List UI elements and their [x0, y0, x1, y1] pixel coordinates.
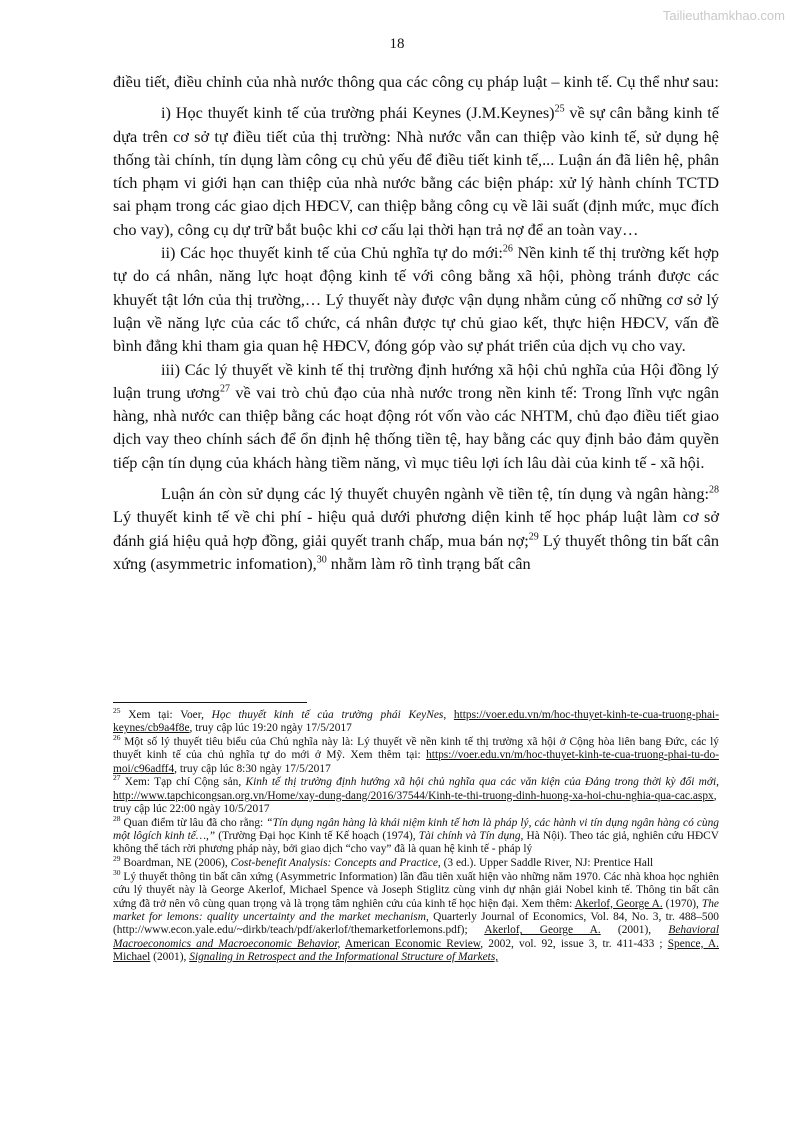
footnote-28 [113, 814, 719, 857]
footnote-title: Kinh tế thị trường định hướng xã hội chủ nghĩa qua các văn kiện của Đảng trong thời kỳ đổi mới [245, 776, 717, 789]
paragraph-socialist-market-text-a: iii) Các lý thuyết về kinh tế thị trường định hướng xã hội chủ nghĩa của Hội đồng lý luận trung ương [113, 359, 719, 402]
footnote-journal-link[interactable]: American Economic Review [344, 937, 481, 950]
footnote-text: Lý thuyết thông tin bất cân xứng (Asymmetric Information) lần đầu tiên xuất hiện vào những năm 1970. Các nhà khoa học nghiên cứu lý thuyết này là George Akerlof, Michael Spence và Joseph Stiglitz cùng vinh dự nhận giải Nobel kinh tế. Thông tin bất cân xứng đã trở nên vô cùng quan trọng và là trọng tâm nghiên cứu của kinh tế học hiện đại. Xem thêm: [113, 871, 719, 910]
paragraph-intro: điều tiết, điều chỉnh của nhà nước thông qua các công cụ pháp luật – kinh tế. Cụ thể như sau: [113, 72, 719, 91]
footnote-title: The market for lemons: quality uncertainty and the market mechanism [113, 897, 719, 923]
footnote-number: 26 [113, 733, 121, 743]
footnote-ref-25[interactable]: 25 [554, 103, 565, 115]
paragraph-banking-theories [113, 482, 719, 575]
watermark: Tailieuthamkhao.com [662, 8, 785, 23]
footnote-text: (Trường Đại học Kinh tế Kế hoạch (1974), [215, 830, 419, 843]
footnote-text: , truy cập lúc 22:00 ngày 10/5/2017 [113, 789, 717, 816]
body-text [113, 70, 719, 575]
paragraph-socialist-market-text-b: về vai trò chủ đạo của nhà nước trong nền kinh tế: Trong lĩnh vực ngân hàng, nhà nước can thiệp bằng các hoạt động rót vốn vào các NHTM, chủ đạo điều tiết giao dịch vay theo chính sách để ổn định hệ thống tiền tệ, hay bằng các quy định bảo đảm quyền tiếp cận tín dụng của khách hàng tiềm năng, vì mục tiêu lợi ích lâu dài của kinh tế - xã hội. [113, 382, 719, 472]
paragraph-banking-text-d: nhằm làm rõ tình trạng bất cân [326, 553, 531, 573]
paragraph-banking-text-c: Lý thuyết thông tin bất cân xứng (asymmetric infomation), [113, 530, 719, 573]
paragraph-neoliberal-text-b: Nền kinh tế thị trường kết hợp tự do cá nhân, năng lực hoạt động kinh tế với công bằng xã hội, phòng tránh được các khuyết tật lớn của thị trường,… Lý thuyết này được vận dụng nhằm củng cố những cơ sở lý luận về năng lực của các tổ chức, cá nhân được tự chủ giao kết, thực hiện HĐCV, vấn đề bình đẳng khi tham gia quan hệ HĐCV, đóng góp vào sự phát triển của dịch vụ cho vay. [113, 243, 719, 356]
footnote-text: Boardman, NE (2006), [120, 857, 231, 870]
footnote-number: 30 [113, 868, 121, 878]
footnote-text: , [716, 776, 719, 789]
footnote-title-link[interactable]: Behavioral Macroeconomics and Macroeconomic Behavior, [113, 924, 719, 950]
footnote-text: (2001), [600, 924, 669, 937]
footnote-ref-26[interactable]: 26 [502, 243, 513, 255]
footnote-title: Học thuyết kinh tế của trường phái KeyNes [211, 709, 444, 721]
paragraph-neoliberal-text-a: ii) Các học thuyết kinh tế của Chủ nghĩa tự do mới: [161, 243, 503, 263]
footnote-author-link[interactable]: Akerlof, George A. [484, 924, 601, 937]
footnote-link[interactable]: https://voer.edu.vn/m/hoc-thuyet-kinh-te-cua-truong-phai-keynes/cb9a4f8e [113, 709, 719, 735]
footnote-author-link[interactable]: Spence, A. Michael [113, 937, 719, 963]
footnote-text: , 2002, vol. 92, issue 3, tr. 411-433 ; [480, 937, 668, 950]
footnote-text: Xem: Tạp chí Cộng sản, [120, 776, 246, 789]
footnote-number: 29 [113, 854, 121, 864]
footnote-separator [113, 702, 307, 703]
paragraph-keynes-text-b: về sự cân bằng kinh tế dựa trên cơ sở tự điều tiết của thị trường: Nhà nước vẫn can thiệp vào kinh tế, sử dụng hệ thống tài chính, tín dụng làm công cụ chủ yếu để điều tiết kinh tế,... Luận án đã liên hệ, phân tích phạm vi giới hạn can thiệp của nhà nước bằng các biện pháp: xử lý hành chính TCTD sai phạm trong các giao dịch HĐCV, can thiệp bằng công cụ về lãi suất (định mức, mục đích cho vay), công cụ dự trữ bắt buộc khi cơ cấu lại thời hạn trả nợ để an toàn vay… [113, 103, 719, 239]
paragraph-keynes-text-a: i) Học thuyết kinh tế của trường phái Keynes (J.M.Keynes) [161, 103, 555, 123]
footnote-text: Một số lý thuyết tiêu biểu của Chủ nghĩa này là: Lý thuyết về nền kinh tế thị trường xã hội ở Cộng hòa liên bang Đức, các lý thuyết kinh tế của chủ nghĩa tự do mới ở Mỹ. Xem thêm tại: [113, 736, 719, 762]
footnote-link[interactable]: https://voer.edu.vn/m/hoc-thuyet-kinh-te-cua-truong-phai-tu-do-moi/c96adff4 [113, 749, 719, 775]
footnote-text: , [443, 709, 454, 721]
footnote-title: Cost-benefit Analysis: Concepts and Practice [230, 857, 438, 870]
paragraph-keynes [113, 101, 719, 241]
footnote-ref-29[interactable]: 29 [528, 531, 539, 543]
footnote-30 [113, 868, 719, 964]
footnote-text: Xem tại: Voer, [120, 709, 212, 721]
footnote-text: (1970), [662, 897, 702, 910]
footnote-text: , (3 ed.). Upper Saddle River, NJ: Prentice Hall [437, 857, 654, 870]
footnote-text: Hà Nội). Theo tác giả, nghiên cứu HĐCV không thể tách rời phương pháp này, bởi giao dịch “cho vay” đã là quan hệ kinh tế - pháp lý [113, 830, 719, 856]
footnote-quote: “Tín dụng ngân hàng là khái niệm kinh tế hơn là pháp lý, các hành vi tín dụng ngân hàng có cùng một lôgích kinh tế…,” [113, 816, 719, 843]
footnote-text: (2001), [150, 950, 190, 963]
footnote-number: 28 [113, 814, 121, 824]
footnote-26 [113, 733, 719, 776]
footnote-number: 25 [113, 706, 121, 716]
footnote-27 [113, 773, 719, 816]
footnote-text: Quan điểm từ lâu đã cho rằng: [120, 816, 267, 829]
footnote-29 [113, 854, 719, 870]
footnote-text: , truy cập lúc 19:20 ngày 17/5/2017 [189, 722, 352, 735]
footnote-ref-30[interactable]: 30 [316, 554, 327, 566]
paragraph-banking-text-a: Luận án còn sử dụng các lý thuyết chuyên ngành về tiền tệ, tín dụng và ngân hàng: [161, 484, 709, 504]
footnote-title-link[interactable]: Signaling in Retrospect and the Informational Structure of Markets, [189, 950, 499, 963]
paragraph-neoliberal [113, 241, 719, 357]
paragraph-socialist-market [113, 358, 719, 474]
footnote-author-link[interactable]: Akerlof, George A. [574, 897, 663, 910]
footnote-number: 27 [113, 773, 121, 783]
footnote-25 [113, 706, 719, 736]
footnote-link[interactable]: http://www.tapchicongsan.org.vn/Home/xay-dung-dang/2016/37544/Kinh-te-thi-truong-dinh-huong-xa-hoi-chu-nghia-qua-cac.aspx [113, 789, 714, 802]
footnotes [113, 706, 719, 965]
page-number: 18 [389, 36, 405, 52]
footnote-text: , Quarterly Journal of Economics, Vol. 84, No. 3, tr. 488–500 (http://www.econ.yale.edu/~dirkb/teach/pdf/akerlof/themarketforlemons.pdf); [113, 910, 719, 937]
footnote-text: , truy cập lúc 8:30 ngày 17/5/2017 [174, 762, 331, 775]
paragraph-banking-text-b: Lý thuyết kinh tế về chi phí - hiệu quả dưới phương diện kinh tế học pháp luật làm cơ sở đánh giá hiệu quả hợp đồng, giải quyết tranh chấp, mua bán nợ; [113, 507, 719, 550]
footnote-ref-28[interactable]: 28 [709, 484, 719, 496]
footnote-ref-27[interactable]: 27 [219, 383, 230, 395]
footnote-book-title: Tài chính và Tín dụng, [418, 830, 524, 843]
